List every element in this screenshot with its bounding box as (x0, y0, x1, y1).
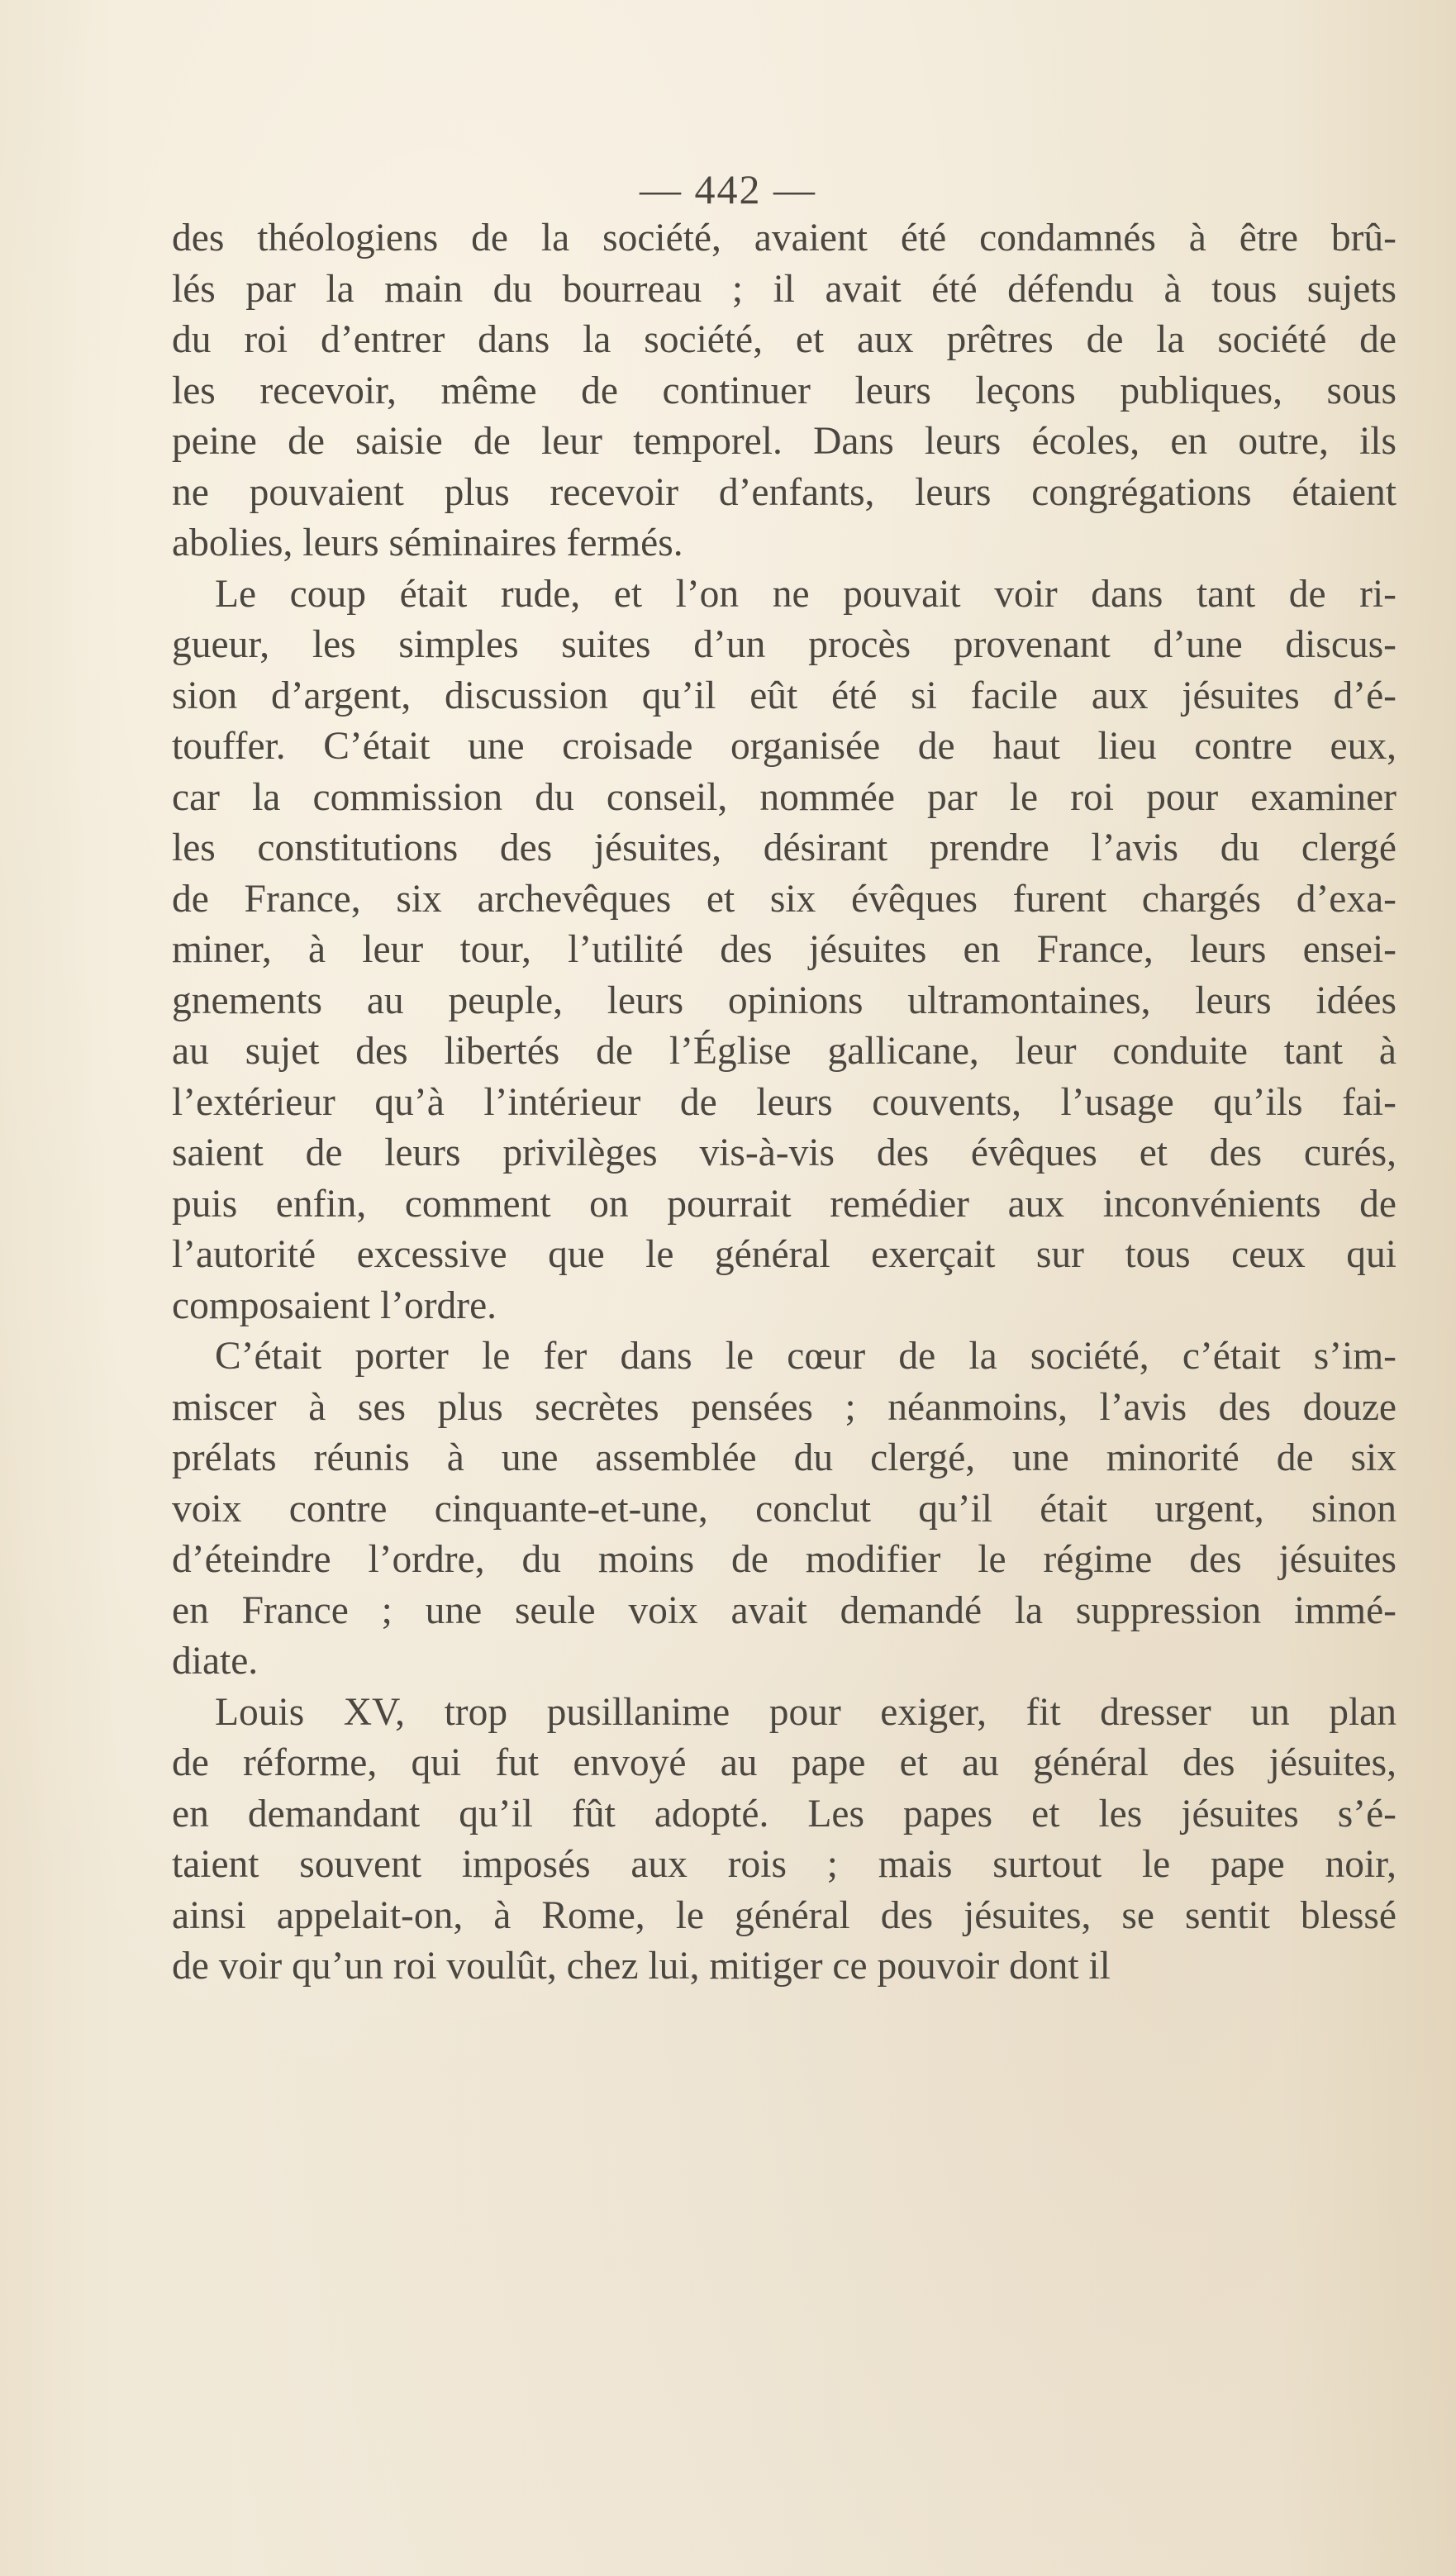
text-line: sion d’argent, discussion qu’il eût été si facile aux jésuites d’é- (172, 674, 1397, 717)
text-line: du roi d’entrer dans la société, et aux prêtres de la société de (172, 318, 1397, 361)
text-line: les recevoir, même de continuer leurs leçons publiques, sous (172, 369, 1397, 412)
text-line: peine de saisie de leur temporel. Dans leurs écoles, en outre, ils (172, 420, 1397, 463)
text-line: gnements au peuple, leurs opinions ultramontaines, leurs idées (172, 978, 1397, 1022)
text-line: touffer. C’était une croisade organisée de haut lieu contre eux, (172, 725, 1397, 768)
text-line: composaient l’ordre. (172, 1283, 497, 1327)
text-line: miscer à ses plus secrètes pensées ; néanmoins, l’avis des douze (172, 1385, 1397, 1429)
text-line: des théologiens de la société, avaient été condamnés à être brû- (172, 217, 1397, 260)
text-line: Le coup était rude, et l’on ne pouvait voir dans tant de ri- (215, 572, 1397, 616)
text-line: d’éteindre l’ordre, du moins de modifier le régime des jésuites (172, 1538, 1397, 1581)
text-line: C’était porter le fer dans le cœur de la société, c’était s’im- (215, 1335, 1397, 1378)
text-line: ne pouvaient plus recevoir d’enfants, leurs congrégations étaient (172, 470, 1397, 514)
text-line: voix contre cinquante-et-une, conclut qu’il était urgent, sinon (172, 1487, 1397, 1531)
page-number: — 442 — (640, 166, 816, 212)
paragraph (172, 1331, 1397, 1688)
paragraph (172, 1688, 1397, 1993)
text-line: l’autorité excessive que le général exerçait sur tous ceux qui (172, 1233, 1397, 1276)
text-line: ainsi appelait-on, à Rome, le général des jésuites, se sentit blessé (172, 1893, 1397, 1937)
text-line: diate. (172, 1640, 259, 1683)
paragraph (172, 569, 1397, 1332)
text-line: taient souvent imposés aux rois ; mais surtout le pape noir, (172, 1843, 1397, 1886)
paragraph (172, 213, 1397, 569)
text-line: prélats réunis à une assemblée du clergé, une minorité de six (172, 1436, 1397, 1479)
text-line: car la commission du conseil, nommée par le roi pour examiner (172, 775, 1397, 819)
text-line: lés par la main du bourreau ; il avait été défendu à tous sujets (172, 267, 1397, 311)
text-line: puis enfin, comment on pourrait remédier aux inconvénients de (172, 1182, 1397, 1226)
text-line: gueur, les simples suites d’un procès provenant d’une discus- (172, 623, 1397, 666)
text-line: Louis XV, trop pusillanime pour exiger, fit dresser un plan (215, 1690, 1397, 1734)
text-line: en demandant qu’il fût adopté. Les papes et les jésuites s’é- (172, 1792, 1397, 1836)
text-line: miner, à leur tour, l’utilité des jésuites en France, leurs ensei- (172, 928, 1397, 971)
text-line: les constitutions des jésuites, désirant prendre l’avis du clergé (172, 826, 1397, 869)
text-line: au sujet des libertés de l’Église gallicane, leur conduite tant à (172, 1030, 1397, 1073)
text-line: en France ; une seule voix avait demandé la suppression immé- (172, 1588, 1397, 1632)
text-line: l’extérieur qu’à l’intérieur de leurs couvents, l’usage qu’ils fai- (172, 1080, 1397, 1124)
text-line: de France, six archevêques et six évêques furent chargés d’exa- (172, 877, 1397, 921)
body-text (172, 213, 1397, 1993)
text-line: de réforme, qui fut envoyé au pape et au général des jésuites, (172, 1741, 1397, 1784)
text-line: de voir qu’un roi voulût, chez lui, mitiger ce pouvoir dont il (172, 1945, 1111, 1988)
text-line: abolies, leurs séminaires fermés. (172, 521, 683, 564)
text-line: saient de leurs privilèges vis-à-vis des évêques et des curés, (172, 1131, 1397, 1174)
